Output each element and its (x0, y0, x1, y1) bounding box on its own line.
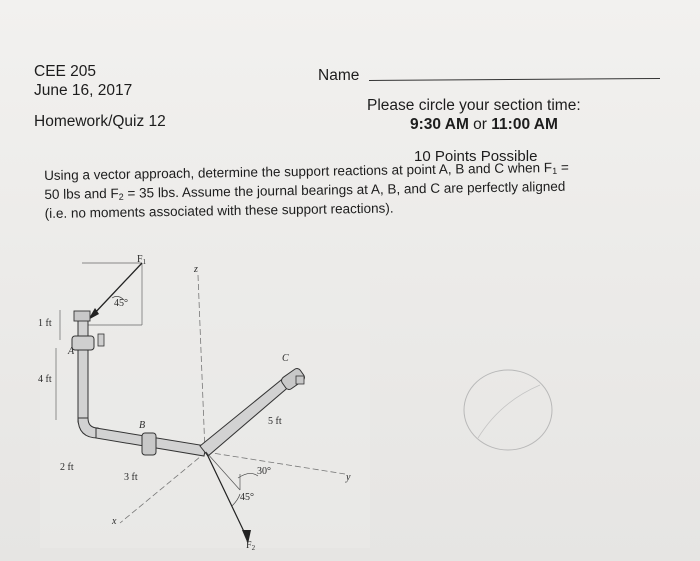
course-code: CEE 205 (34, 63, 97, 80)
assignment-title: Homework/Quiz 12 (34, 113, 166, 130)
dim-3ft-label: 3 ft (124, 472, 138, 483)
points-possible: 10 Points Possible (414, 148, 538, 165)
problem-line1: Using a vector approach, determine the support reactions at point A, B and C when F (44, 160, 553, 183)
angle-45-bottom-label: 45° (240, 492, 254, 503)
problem-line1-end: = (556, 159, 569, 175)
dim-1ft-label: 1 ft (38, 318, 52, 329)
f2-label: $F_2$ (246, 540, 256, 552)
angle-30-label: 30° (257, 466, 271, 477)
y-axis-label: y (346, 472, 351, 483)
bearing-b (142, 433, 156, 455)
name-label: Name (318, 67, 360, 84)
x-axis-label: x (112, 516, 117, 527)
vertical-pipe (78, 318, 88, 422)
z-axis-label: z (194, 264, 198, 275)
f1-label: $F_1$ (137, 254, 147, 266)
problem-line2: 50 lbs and F (44, 185, 119, 202)
pencil-stroke-sketch (478, 385, 540, 438)
angle-45-top-label: 45° (114, 298, 128, 309)
point-b-label: B (139, 420, 146, 431)
pencil-circle-sketch (464, 370, 552, 450)
bearing-c-flange (296, 376, 304, 384)
quiz-date: June 16, 2017 (34, 82, 133, 99)
figure-background (40, 248, 370, 548)
point-a-label: A (68, 346, 75, 357)
problem-line3: (i.e. no moments associated with these support reactions). (44, 200, 394, 221)
bearing-a (72, 336, 94, 350)
section-prompt: Please circle your section time: (367, 97, 581, 114)
section-time-1: 9:30 AM (410, 116, 469, 133)
pipe-top-end (74, 311, 90, 321)
f2-subscript: 2 (118, 191, 124, 202)
dim-4ft-label: 4 ft (38, 374, 52, 385)
problem-line2-end: = 35 lbs. Assume the journal bearings at A, B, and C are perfectly aligned (123, 178, 566, 201)
section-time-2: 11:00 AM (491, 116, 558, 133)
bearing-a-flange (98, 334, 104, 346)
point-c-label: C (282, 353, 289, 364)
dim-2ft-label: 2 ft (60, 462, 74, 473)
dim-5ft-label: 5 ft (268, 416, 282, 427)
or-word: or (473, 116, 487, 133)
f1-subscript: 1 (552, 165, 558, 177)
